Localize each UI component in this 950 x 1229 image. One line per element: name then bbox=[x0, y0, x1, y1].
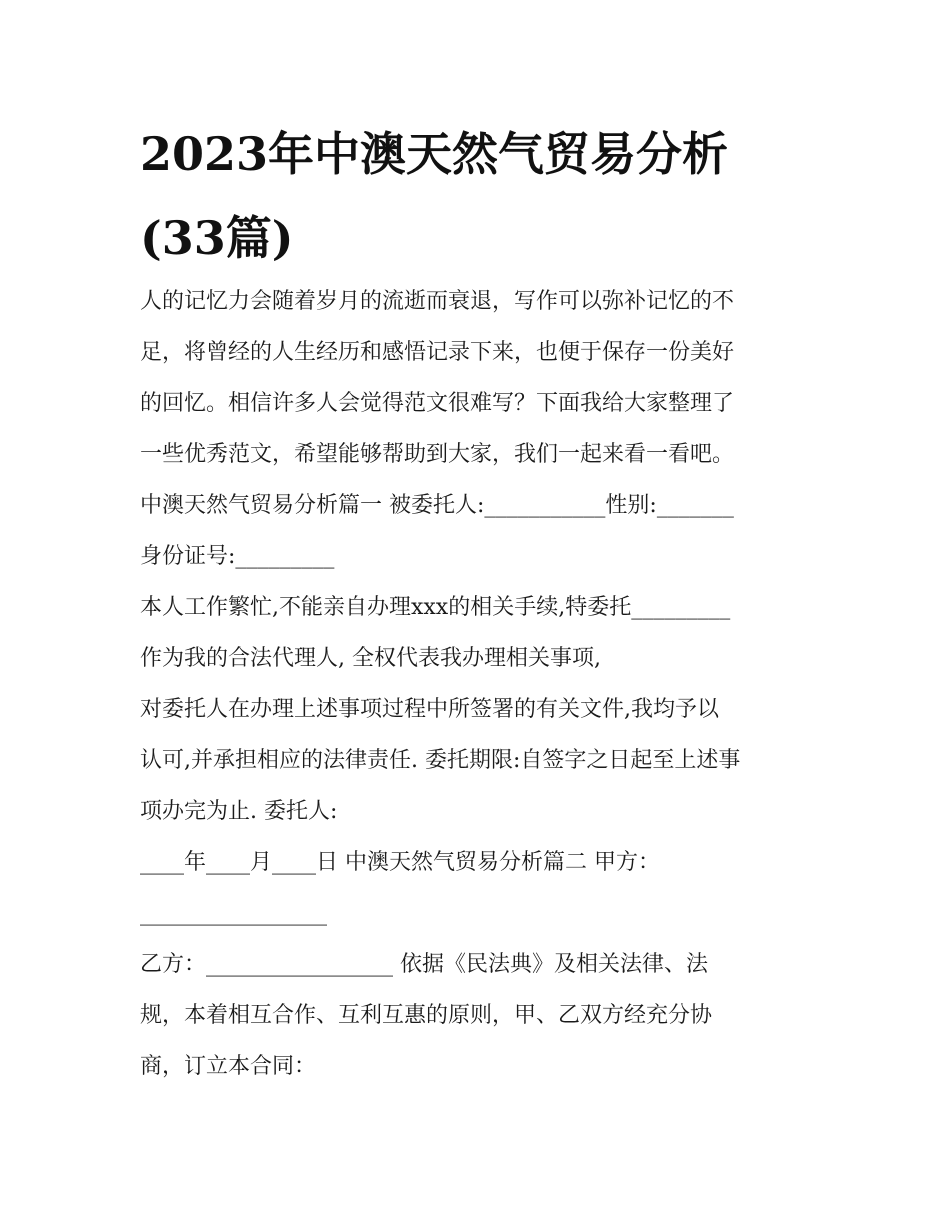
body-line: 认可,并承担相应的法律责任. 委托期限:自签字之日起至上述事 bbox=[140, 748, 741, 773]
body-line: 身份证号:_________ bbox=[140, 544, 335, 569]
document-body bbox=[140, 280, 830, 1096]
body-line: 乙方：_________________ 依据《民法典》及相关法律、法 bbox=[140, 952, 708, 977]
body-line: 项办完为止. 委托人: bbox=[140, 799, 338, 824]
title-line-2: (33篇) bbox=[140, 211, 294, 265]
body-line: 一些优秀范文，希望能够帮助到大家，我们一起来看一看吧。 bbox=[140, 442, 735, 467]
body-line: ____年____月____日 中澳天然气贸易分析篇二 甲方： bbox=[140, 850, 660, 875]
body-line: 的回忆。相信许多人会觉得范文很难写？下面我给大家整理了 bbox=[140, 391, 735, 416]
document-title bbox=[140, 112, 840, 280]
body-line: 人的记忆力会随着岁月的流逝而衰退，写作可以弥补记忆的不 bbox=[140, 289, 735, 314]
body-line: 中澳天然气贸易分析篇一 被委托人:___________性别:_______ bbox=[140, 493, 734, 518]
body-line: _________________ bbox=[140, 901, 327, 926]
body-line: 足，将曾经的人生经历和感悟记录下来，也便于保存一份美好 bbox=[140, 340, 735, 365]
body-line: 作为我的合法代理人, 全权代表我办理相关事项, bbox=[140, 646, 601, 671]
body-line: 对委托人在办理上述事项过程中所签署的有关文件,我均予以 bbox=[140, 697, 719, 722]
body-line: 本人工作繁忙,不能亲自办理xxx的相关手续,特委托_________ bbox=[140, 595, 731, 620]
title-line-1: 2023年中澳天然气贸易分析 bbox=[140, 127, 729, 181]
body-line: 规，本着相互合作、互利互惠的原则，甲、乙双方经充分协 bbox=[140, 1003, 713, 1028]
body-line: 商，订立本合同： bbox=[140, 1054, 317, 1079]
